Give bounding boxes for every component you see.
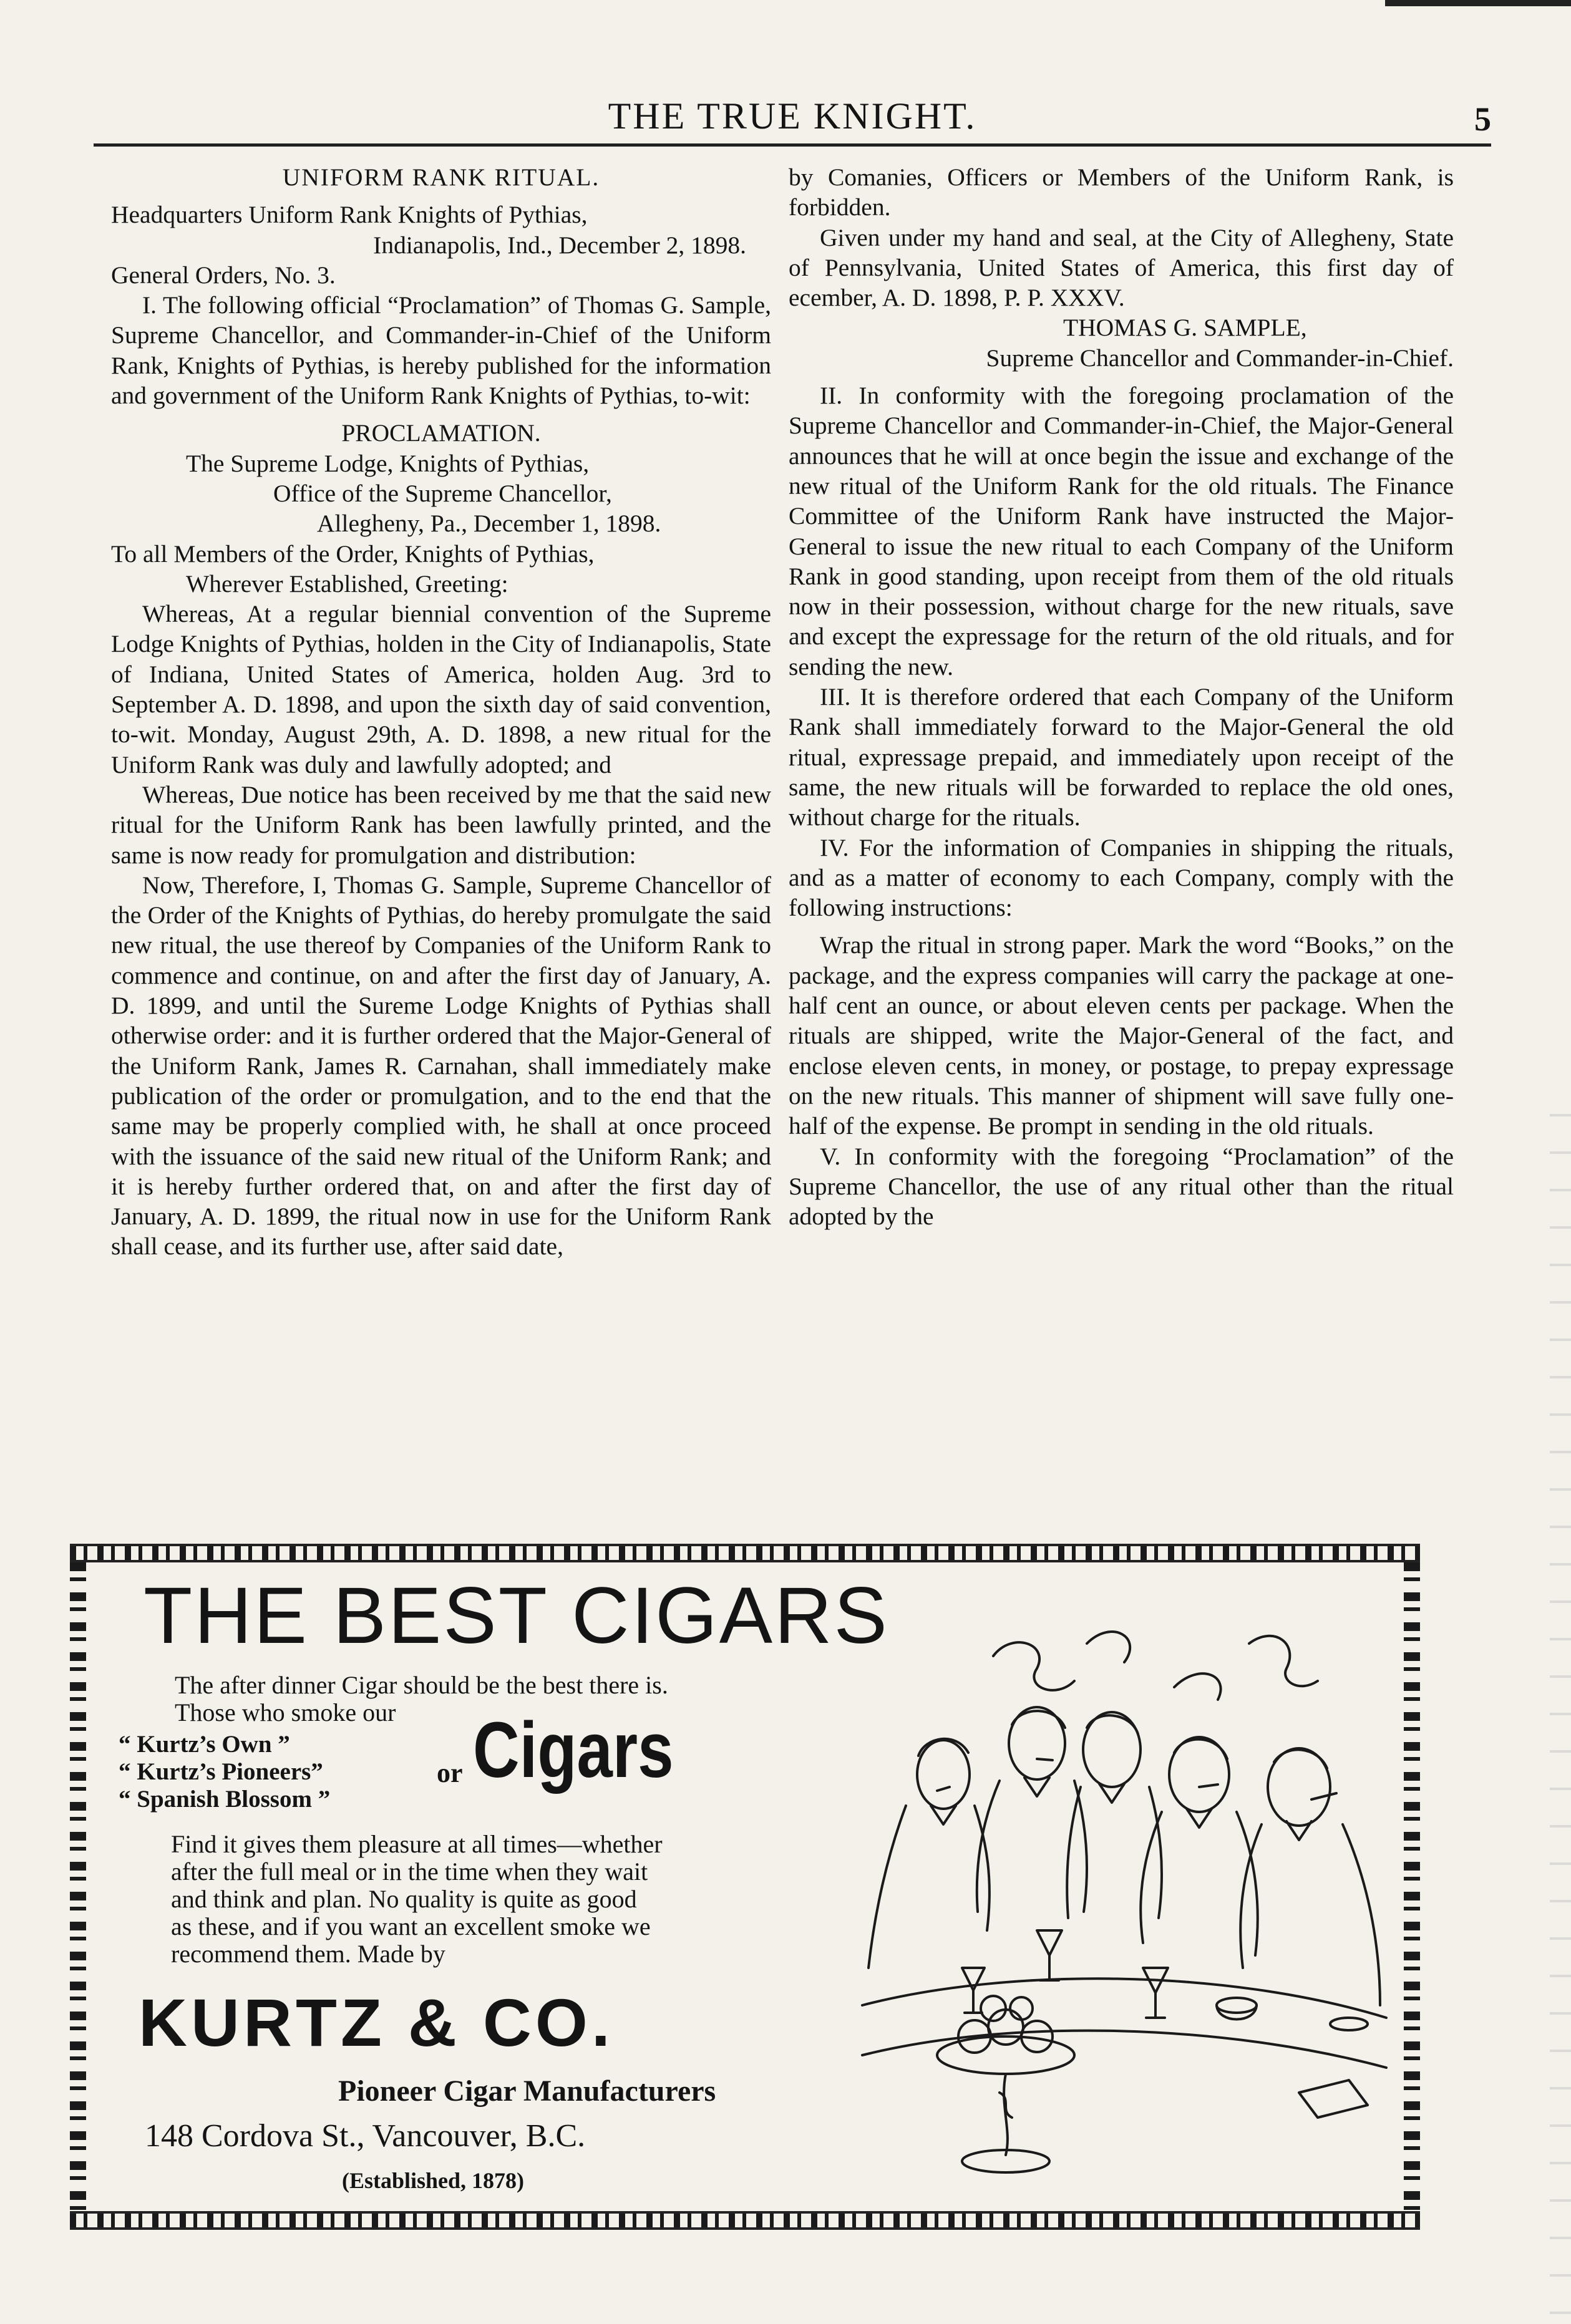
cigar-advertisement xyxy=(70,1544,1420,2230)
top-edge-rule xyxy=(1385,0,1571,6)
ornamental-border-top xyxy=(70,1544,1420,1562)
left-column xyxy=(111,162,771,1262)
ad-intro-line-2: Those who smoke our xyxy=(175,1698,396,1726)
paragraph: Given under my hand and seal, at the City of Allegheny, State of Pennsylvania, United States of America, this first day of ecember, A. D. 1898, P. P. XXXV. xyxy=(789,223,1454,312)
page-edge-speckle xyxy=(1550,1098,1571,2324)
supreme-lodge-line-1: The Supreme Lodge, Knights of Pythias, xyxy=(186,449,590,477)
salutation-line-2: Wherever Established, Greeting: xyxy=(186,569,508,598)
article-heading: UNIFORM RANK RITUAL. xyxy=(282,163,600,191)
ad-body-line: and think and plan. No quality is quite as good xyxy=(171,1885,637,1913)
signature-name: THOMAS G. SAMPLE, xyxy=(1063,314,1307,342)
ad-body-line: after the full meal or in the time when they wait xyxy=(171,1857,648,1886)
ornamental-border-right xyxy=(1404,1562,1420,2211)
brand-spanish-blossom: “ Spanish Blossom ” xyxy=(119,1786,331,1813)
paragraph: IV. For the information of Companies in shipping the rituals, and as a matter of economy to each Company, comply with the following instructions: xyxy=(789,833,1454,922)
ad-maker-name: KURTZ & CO. xyxy=(139,1985,614,2060)
ad-body-line: as these, and if you want an excellent smoke we xyxy=(171,1912,651,1940)
ad-or: or xyxy=(437,1758,463,1788)
signature-title: Supreme Chancellor and Commander-in-Chief. xyxy=(986,344,1454,372)
paragraph: II. In conformity with the foregoing proclamation of the Supreme Chancellor and Commander-in-Chief, the Major-General announces that he will at once begin the issue and exchange of the new ritual of the Uniform Rank for the old rituals. The Finance Committee of the Uniform Rank have instructed the Major-General to issue the new ritual to each Company of the Uniform Rank in good standing, upon receipt from them of the old rituals now in their possession, without charge for the new rituals, save and except the expressage for the return of the old rituals, and for sending the new. xyxy=(789,382,1454,680)
ad-established: (Established, 1878) xyxy=(342,2168,525,2193)
ad-intro-line-1: The after dinner Cigar should be the best there is. xyxy=(175,1671,668,1699)
ad-cigars-word: Cigars xyxy=(473,1706,674,1794)
page-number: 5 xyxy=(1474,100,1491,138)
paragraph: Wrap the ritual in strong paper. Mark the word “Books,” on the package, and the express companies will carry the package at one-half cent an ounce, or about eleven cents per package. When the rituals are shipped, write the Major-General of the fact, and enclose eleven cents, in money, or postage, to prepay expressage on the new rituals. This manner of shipment will save fully one-half of the expense. Be prompt in sending in the old rituals. xyxy=(789,931,1454,1140)
paragraph: by Comanies, Officers or Members of the Uniform Rank, is forbidden. xyxy=(789,163,1454,221)
hq-line-2: Indianapolis, Ind., December 2, 1898. xyxy=(373,231,746,259)
paragraph: Now, Therefore, I, Thomas G. Sample, Supreme Chancellor of the Order of the Knights of Pythias, do hereby promulgate the said new ritual, the use thereof by Companies of the Uniform Rank to commence and continue, on and after the first day of January, A. D. 1899, and until the Sureme Lodge Knights of Pythias shall otherwise order: and it is further ordered that the Major-General of the Uniform Rank, James R. Carnahan, shall immediately make publication of the order or promulgation, and to the end that the same may be properly complied with, he shall at once proceed with the issuance of the said new ritual of the Uniform Rank; and it is hereby further ordered that, on and after the first day of January, A. D. 1899, the ritual now in use for the Uniform Rank shall cease, and its further use, after said date, xyxy=(111,871,771,1261)
page-header xyxy=(94,94,1491,147)
paragraph: III. It is therefore ordered that each Company of the Uniform Rank shall immediately forward to the Major-General the old ritual, expressage prepaid, and immediately upon receipt of the same, the new rituals will be forwarded to replace the old ones, without charge for the rituals. xyxy=(789,683,1454,831)
salutation-line-1: To all Members of the Order, Knights of Pythias, xyxy=(111,540,595,568)
ornamental-border-left xyxy=(70,1562,86,2211)
proclamation-heading: PROCLAMATION. xyxy=(341,419,541,447)
ad-body-line: recommend them. Made by xyxy=(171,1940,445,1968)
paragraph: Whereas, At a regular biennial convention of the Supreme Lodge Knights of Pythias, holden in the City of Indianapolis, State of Indiana, United States of America, holden Aug. 3rd to September A. D. 1898, and upon the sixth day of said convention, to-wit. Monday, August 29th, A. D. 1898, a new ritual for the Uniform Rank was duly and lawfully adopted; and xyxy=(111,600,771,778)
smoking-gentlemen-illustration xyxy=(850,1619,1399,2199)
paragraph: I. The following official “Proclamation” of Thomas G. Sample, Supreme Chancellor, and Commander-in-Chief of the Uniform Rank, Knights of Pythias, is hereby published for the information and government of the Uniform Rank Knights of Pythias, to-wit: xyxy=(111,291,771,410)
ad-body xyxy=(171,1831,857,1968)
ad-title: THE BEST CIGARS xyxy=(143,1571,889,1660)
brand-kurtz-pioneers: “ Kurtz’s Pioneers” xyxy=(119,1758,323,1785)
ad-brand-list xyxy=(119,1731,330,1813)
ad-body-line: Find it gives them pleasure at all times—whether xyxy=(171,1830,663,1858)
paragraph: Whereas, Due notice has been received by me that the said new ritual for the Uniform Rank has been lawfully printed, and the same is now ready for promulgation and distribution: xyxy=(111,780,771,869)
supreme-lodge-line-2: Office of the Supreme Chancellor, xyxy=(273,479,612,507)
hq-line-1: Headquarters Uniform Rank Knights of Pythias, xyxy=(111,201,588,229)
running-head: THE TRUE KNIGHT. xyxy=(608,95,977,137)
right-column xyxy=(789,162,1454,1231)
ad-address: 148 Cordova St., Vancouver, B.C. xyxy=(145,2118,586,2154)
general-orders: General Orders, No. 3. xyxy=(111,261,336,289)
ad-tagline: Pioneer Cigar Manufacturers xyxy=(338,2075,716,2108)
brand-kurtz-own: “ Kurtz’s Own ” xyxy=(119,1731,290,1758)
ornamental-border-bottom xyxy=(70,2211,1420,2230)
supreme-lodge-line-3: Allegheny, Pa., December 1, 1898. xyxy=(317,510,661,538)
paragraph: V. In conformity with the foregoing “Proclamation” of the Supreme Chancellor, the use of any ritual other than the ritual adopted by the xyxy=(789,1142,1454,1231)
